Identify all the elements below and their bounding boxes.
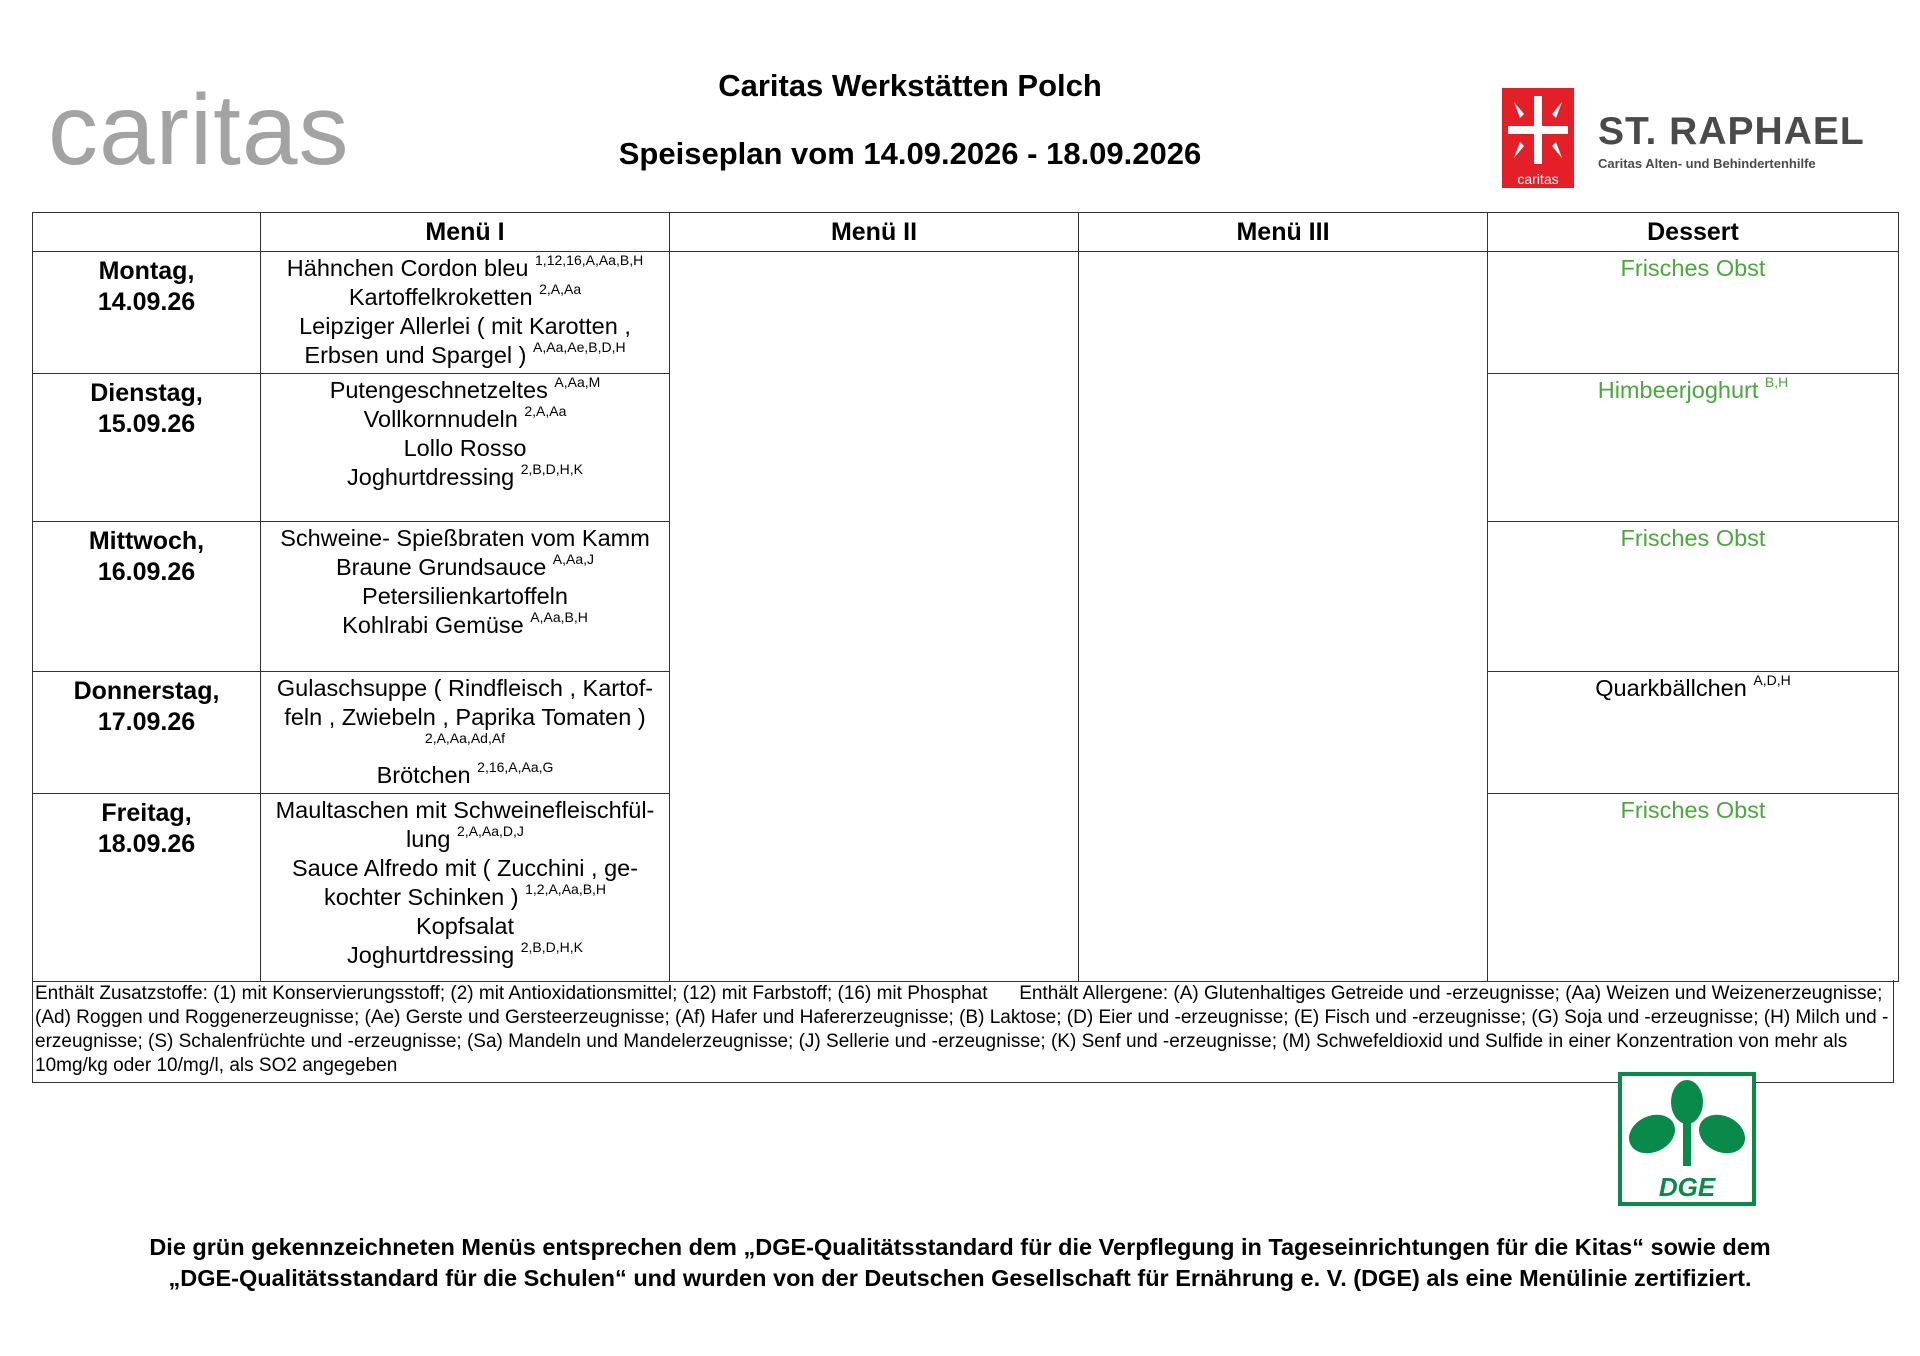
- menu-3-cell: [1079, 252, 1488, 374]
- meal-item-text: Kohlrabi Gemüse: [342, 612, 531, 638]
- dessert-text: Frisches Obst: [1620, 797, 1766, 823]
- day-name: Dienstag,: [90, 379, 203, 407]
- allergen-codes: 1,12,16,A,Aa,B,H: [535, 252, 644, 268]
- dessert-text: Frisches Obst: [1620, 525, 1766, 551]
- day-cell: [33, 374, 261, 522]
- dessert-text: Himbeerjoghurt: [1597, 377, 1765, 403]
- day-date: 17.09.26: [97, 708, 196, 736]
- menu-1-cell: [261, 794, 670, 982]
- dessert-cell: [1488, 522, 1899, 672]
- allergen-codes: 2,B,D,H,K: [520, 939, 583, 955]
- menu-2-cell: [670, 252, 1079, 374]
- meal-item-text: Erbsen und Spargel ): [304, 342, 533, 368]
- meal-item-text: Kopfsalat: [416, 913, 514, 939]
- menu-row: [33, 672, 1899, 794]
- meal-item: [261, 312, 669, 341]
- header-day: [33, 213, 261, 252]
- header-menu-2: Menü II: [670, 213, 1079, 252]
- allergen-codes: B,H: [1764, 374, 1789, 390]
- dessert-cell: [1488, 374, 1899, 522]
- meal-item: [261, 434, 669, 463]
- meal-item-text: Leipziger Allerlei ( mit Karotten ,: [299, 313, 631, 339]
- meal-item: [261, 524, 669, 553]
- dessert-text: Frisches Obst: [1620, 255, 1766, 281]
- menu-row: [33, 374, 1899, 522]
- day-date: 16.09.26: [97, 558, 196, 586]
- allergen-codes: A,D,H: [1753, 672, 1791, 688]
- allergen-codes: A,Aa,M: [554, 374, 601, 390]
- st-raphael-tagline: Caritas Alten- und Behindertenhilfe: [1598, 156, 1816, 171]
- menu-3-cell: [1079, 522, 1488, 672]
- day-name: Montag,: [98, 257, 195, 285]
- menu-table: [32, 212, 1899, 982]
- meal-item-text: Putengeschnetzeltes: [329, 377, 555, 403]
- day-cell: [33, 672, 261, 794]
- menu-1-cell: [261, 374, 670, 522]
- menu-row: [33, 522, 1899, 672]
- meal-item: [261, 674, 669, 703]
- allergen-codes: A,Aa,Ae,B,D,H: [533, 339, 626, 355]
- dge-logo-text: DGE: [1658, 1172, 1716, 1202]
- dessert-text: Quarkbällchen: [1595, 675, 1754, 701]
- header-menu-1: Menü I: [261, 213, 670, 252]
- meal-item: [261, 854, 669, 883]
- allergen-codes: 2,B,D,H,K: [520, 461, 583, 477]
- menu-1-cell: [261, 672, 670, 794]
- meal-item: [261, 825, 669, 854]
- meal-item: [261, 463, 669, 492]
- additives-note: Enthält Zusatzstoffe: (1) mit Konservierungsstoff; (2) mit Antioxidationsmittel; (12) mit Farbstoff; (16) mit Phosphat: [35, 983, 988, 1004]
- meal-item-text: kochter Schinken ): [323, 884, 526, 910]
- meal-item-text: Vollkornnudeln: [363, 406, 525, 432]
- meal-item: [261, 761, 669, 790]
- day-cell: [33, 252, 261, 374]
- meal-item-text: Petersilienkartoffeln: [362, 583, 568, 609]
- day-name: Freitag,: [101, 799, 192, 827]
- dge-logo: [1618, 1072, 1756, 1206]
- caritas-badge-text: caritas: [1517, 171, 1559, 187]
- meal-item-text: Hähnchen Cordon bleu: [286, 255, 536, 281]
- day-name: Donnerstag,: [73, 677, 220, 705]
- dge-statement: [0, 1232, 1920, 1294]
- page-subtitle: Speiseplan vom 14.09.2026 - 18.09.2026: [618, 136, 1202, 171]
- day-date: 18.09.26: [97, 830, 196, 858]
- meal-item: [261, 703, 669, 732]
- allergen-codes: A,Aa,B,H: [530, 609, 588, 625]
- meal-item: [261, 254, 669, 283]
- meal-item-text: Joghurtdressing: [347, 464, 521, 490]
- menu-2-cell: [670, 522, 1079, 672]
- meal-item: [261, 796, 669, 825]
- meal-item: [261, 941, 669, 970]
- meal-item: [261, 732, 669, 761]
- menu-3-cell: [1079, 374, 1488, 522]
- day-date: 14.09.26: [97, 288, 196, 316]
- menu-1-cell: [261, 252, 670, 374]
- meal-item: [261, 553, 669, 582]
- meal-item: [261, 405, 669, 434]
- meal-item-text: feln , Zwiebeln , Paprika Tomaten ): [284, 704, 646, 730]
- notes-box: [32, 980, 1894, 1083]
- allergens-note: Enthält Allergene: (A) Glutenhaltiges Getreide und -erzeugnisse; (Aa) Weizen und Weizenerzeugnisse; (Ad) Roggen und Roggenerzeugnisse; (Ae) Gerste und Gersteerzeugnisse; (Af) Hafer und Hafererzeugnisse; (B) Laktose; (D) Eier und -erzeugnisse; (E) Fisch und -erzeugnisse; (G) Soja und -erzeugnisse; (H) Milch und -erzeugnisse; (S) Schalenfrüchte und -erzeugnisse; (Sa) Mandeln und Mandelerzeugnisse; (J) Sellerie und -erzeugnisse; (K) Senf und -erzeugnisse; (M) Schwefeldioxid und Sulfide in einer Konzentration von mehr als 10mg/kg oder 10/mg/l, als SO2 angegeben: [35, 983, 1889, 1076]
- page-title: Caritas Werkstätten Polch: [718, 68, 1102, 103]
- day-cell: [33, 522, 261, 672]
- dge-statement-line-2: „DGE-Qualitätsstandard für die Schulen“ und wurden von der Deutschen Gesellschaft für Ernährung e. V. (DGE) als eine Menülinie zertifiziert.: [168, 1265, 1752, 1291]
- menu-2-cell: [670, 374, 1079, 522]
- allergen-codes: 1,2,A,Aa,B,H: [525, 881, 607, 897]
- allergen-codes: 2,A,Aa,D,J: [457, 823, 524, 839]
- st-raphael-name: ST. RAPHAEL: [1598, 110, 1865, 153]
- meal-item-text: Maultaschen mit Schweinefleischfül-: [275, 797, 655, 823]
- day-name: Mittwoch,: [88, 527, 205, 555]
- dessert-cell: [1488, 252, 1899, 374]
- allergen-codes: 2,A,Aa: [524, 403, 567, 419]
- menu-1-cell: [261, 522, 670, 672]
- dessert-cell: [1488, 672, 1899, 794]
- meal-item-text: Brötchen: [376, 762, 478, 788]
- meal-item-text: Lollo Rosso: [403, 435, 527, 461]
- menu-row: [33, 252, 1899, 374]
- allergen-codes: 2,A,Aa: [539, 281, 582, 297]
- meal-item: [261, 883, 669, 912]
- menu-2-cell: [670, 672, 1079, 794]
- header-menu-3: Menü III: [1079, 213, 1488, 252]
- menu-table-header: [33, 213, 1899, 252]
- menu-row: [33, 794, 1899, 982]
- meal-item: [261, 376, 669, 405]
- day-date: 15.09.26: [97, 410, 196, 438]
- allergen-codes: A,Aa,J: [552, 551, 595, 567]
- meal-item-text: Joghurtdressing: [347, 942, 521, 968]
- meal-item: [261, 912, 669, 941]
- caritas-wordmark-logo: caritas: [48, 74, 350, 186]
- meal-item-text: Sauce Alfredo mit ( Zucchini , ge-: [291, 855, 639, 881]
- menu-3-cell: [1079, 672, 1488, 794]
- meal-item-text: lung: [406, 826, 458, 852]
- meal-item-text: Gulaschsuppe ( Rindfleisch , Kartof-: [276, 675, 654, 701]
- meal-item: [261, 283, 669, 312]
- meal-item-text: Schweine- Spießbraten vom Kamm: [280, 525, 650, 551]
- meal-item: [261, 611, 669, 640]
- header-dessert: Dessert: [1488, 213, 1899, 252]
- menu-2-cell: [670, 794, 1079, 982]
- meal-item: [261, 341, 669, 370]
- allergen-codes: 2,A,Aa,Ad,Af: [424, 730, 506, 746]
- allergen-codes: 2,16,A,Aa,G: [477, 759, 554, 775]
- dessert-cell: [1488, 794, 1899, 982]
- caritas-cross-icon: [1508, 96, 1568, 164]
- menu-3-cell: [1079, 794, 1488, 982]
- dge-statement-line-1: Die grün gekennzeichneten Menüs entsprechen dem „DGE-Qualitätsstandard für die Verpflegung in Tageseinrichtungen für die Kitas“ sowie dem: [149, 1234, 1771, 1260]
- meal-item-text: Kartoffelkroketten: [348, 284, 540, 310]
- meal-item-text: Braune Grundsauce: [335, 554, 553, 580]
- meal-item: [261, 582, 669, 611]
- day-cell: [33, 794, 261, 982]
